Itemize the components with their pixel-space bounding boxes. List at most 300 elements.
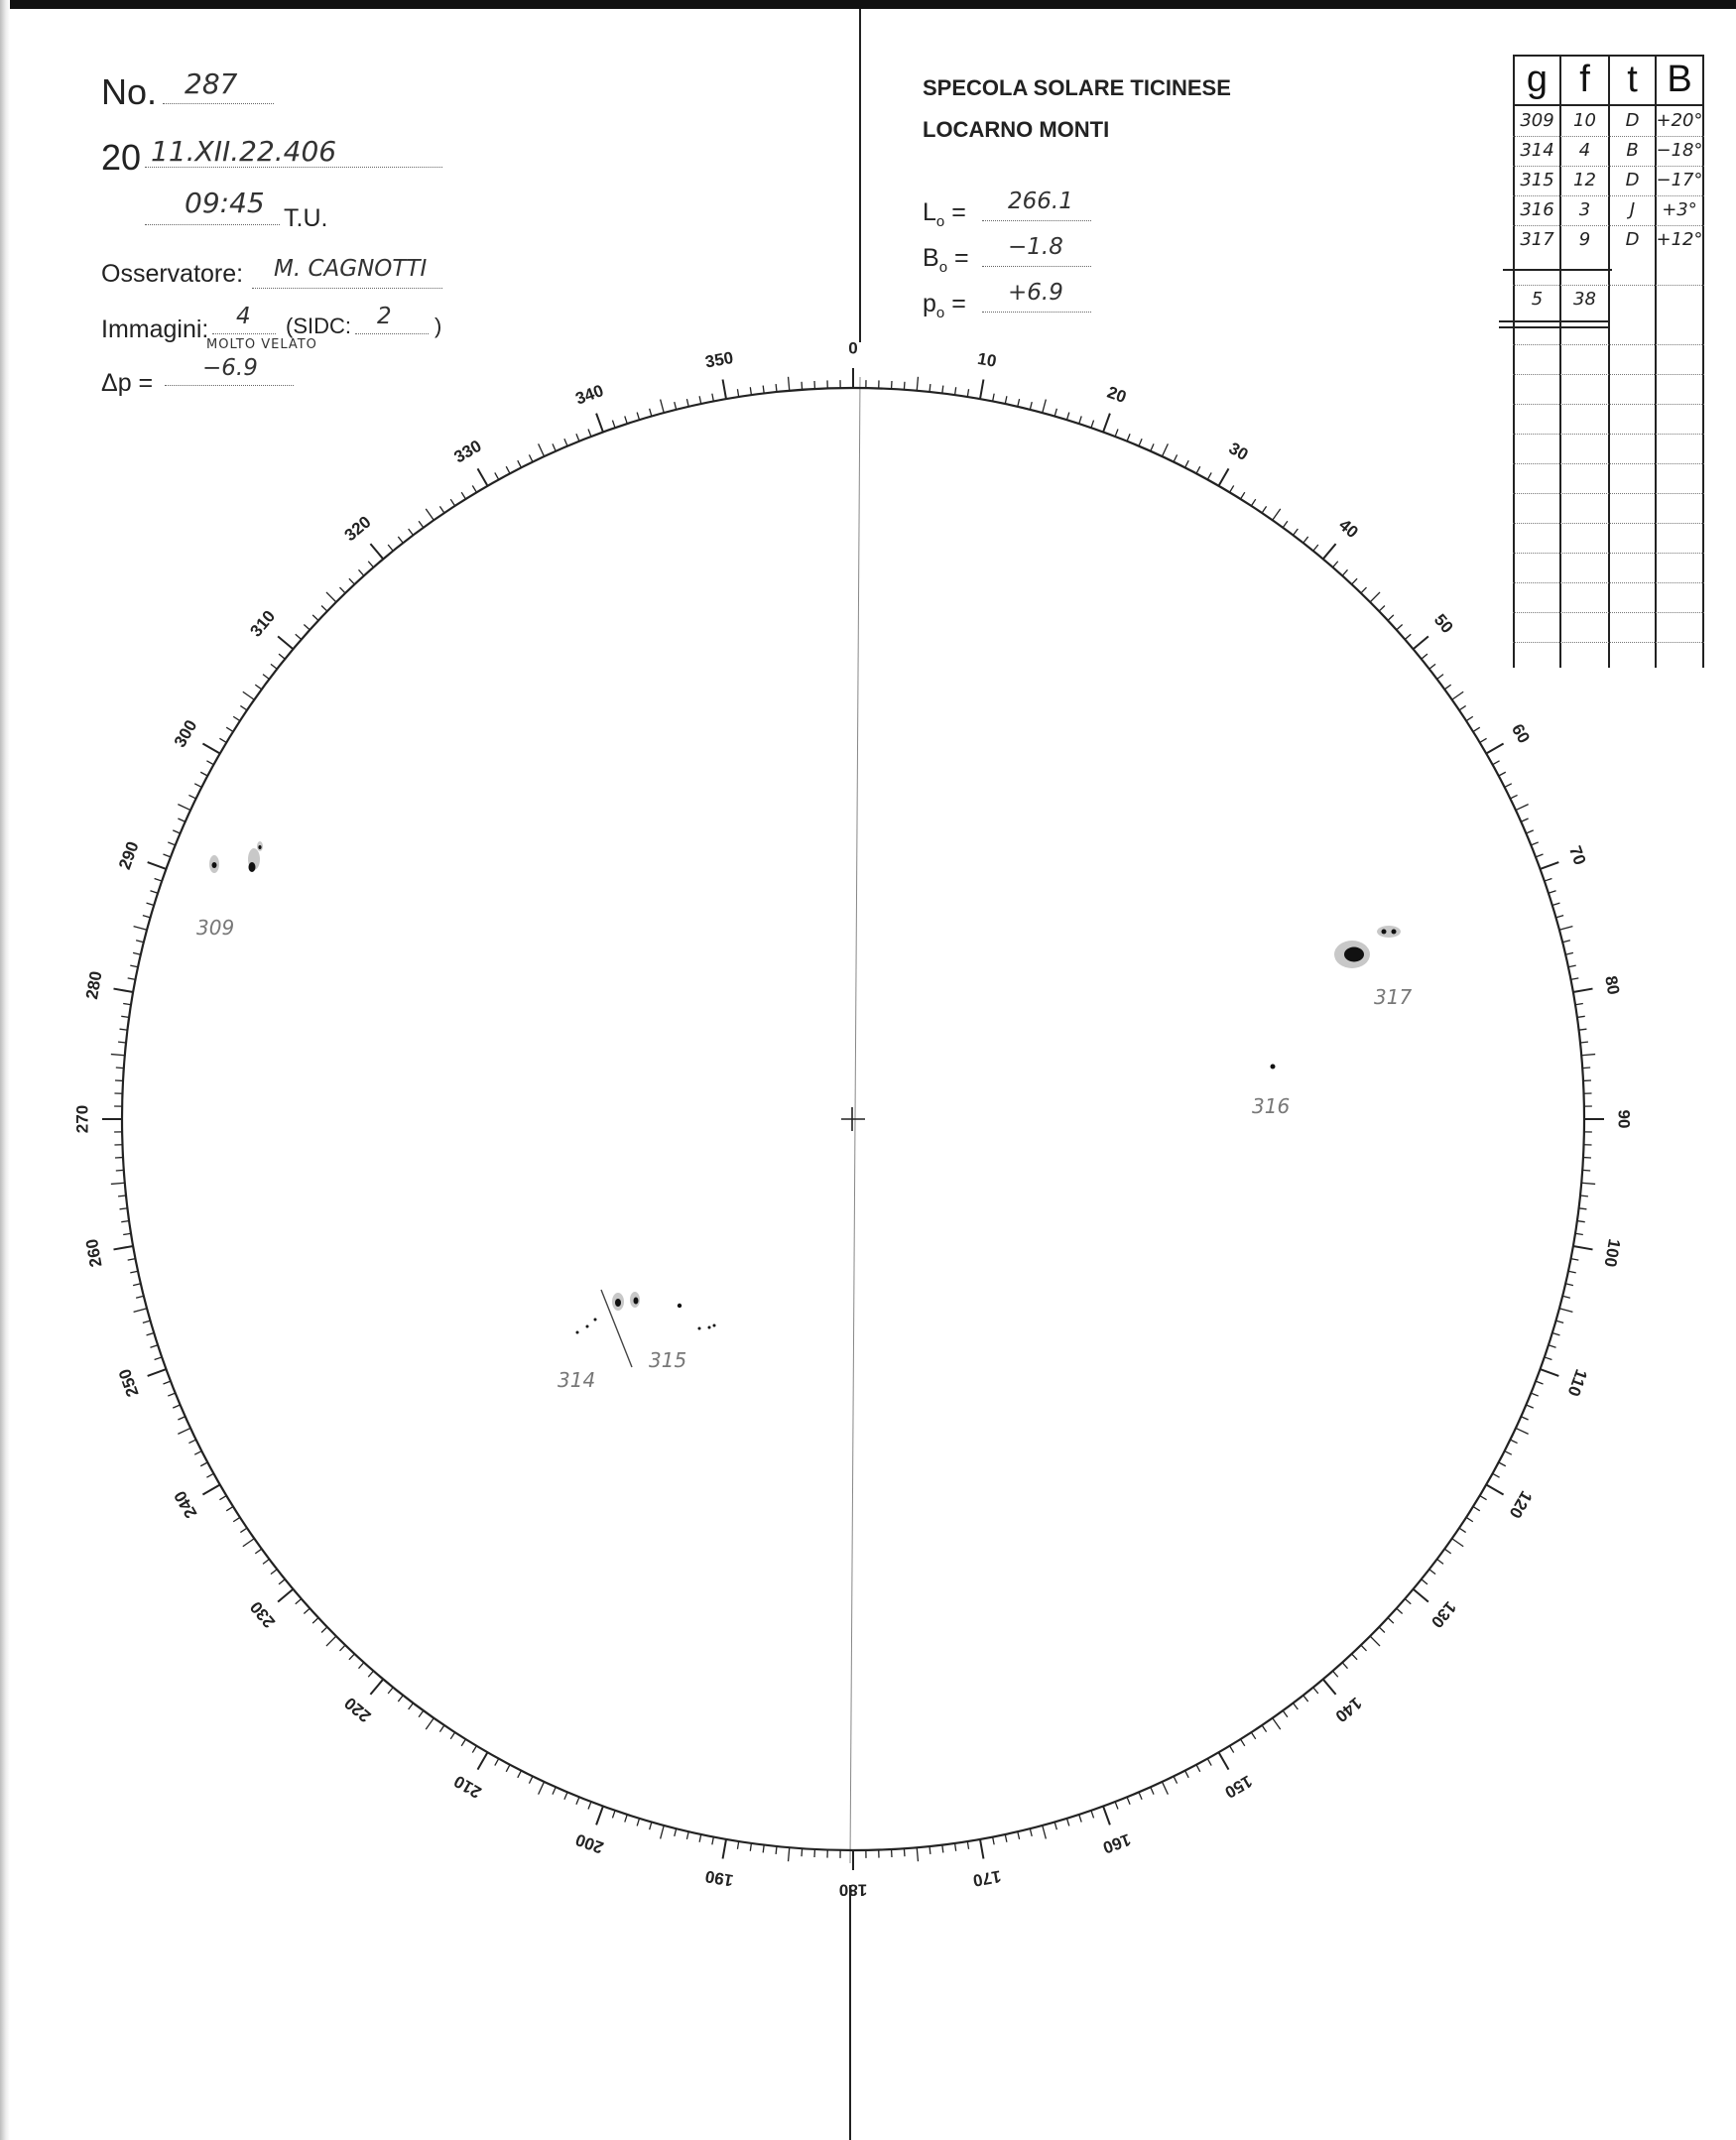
spot-314-umbra	[586, 1325, 589, 1328]
degree-tick	[588, 1802, 591, 1809]
degree-tick	[1323, 1680, 1336, 1695]
sidc-value: 2	[377, 304, 392, 329]
degree-tick	[1294, 529, 1299, 535]
degree-tick	[1486, 744, 1503, 754]
degree-tick	[723, 380, 726, 400]
degree-tick	[712, 394, 714, 402]
degree-tick	[1565, 952, 1573, 954]
spot-317-umbra	[1392, 930, 1397, 935]
degree-tick	[1505, 1451, 1512, 1455]
table-cell-f: 9	[1578, 228, 1591, 250]
degree-tick	[1452, 1539, 1463, 1547]
degree-tick	[173, 1405, 180, 1408]
table-cell-f: 3	[1578, 198, 1591, 220]
table-cell-b: +12°	[1656, 228, 1703, 250]
table-cell-g: 316	[1520, 198, 1554, 220]
degree-tick	[278, 636, 293, 649]
degree-tick	[553, 443, 556, 450]
group-label-309: 309	[196, 916, 235, 940]
degree-tick	[120, 1208, 128, 1209]
degree-tick	[564, 439, 567, 445]
degree-tick	[1151, 443, 1154, 450]
degree-tick	[1162, 443, 1168, 456]
degree-tick	[368, 562, 373, 567]
degree-tick	[1127, 1797, 1130, 1804]
degree-tick	[612, 1811, 615, 1819]
degree-tick	[1079, 1815, 1081, 1823]
degree-tick	[993, 1836, 995, 1844]
degree-tick	[147, 903, 155, 905]
table-cell-b: −18°	[1656, 139, 1703, 161]
table-cell-g: 309	[1520, 109, 1554, 131]
degree-tick	[461, 1739, 465, 1746]
degree-tick	[1526, 1405, 1533, 1408]
spot-309-umbra	[258, 845, 261, 849]
degree-tick	[1262, 1725, 1266, 1732]
degree-label: 300	[170, 716, 201, 751]
param-B-value: −1.8	[1008, 234, 1063, 260]
degree-tick	[1499, 772, 1506, 776]
degree-tick	[789, 1847, 790, 1861]
degree-tick	[1103, 1807, 1110, 1825]
table-cell-b: −17°	[1656, 169, 1703, 190]
degree-tick	[1414, 1589, 1428, 1602]
degree-tick	[120, 1029, 128, 1030]
degree-tick	[1459, 1528, 1466, 1532]
degree-label: 10	[975, 348, 998, 371]
degree-label: 280	[81, 969, 106, 1001]
degree-tick	[202, 1485, 219, 1495]
dp-value: −6.9	[202, 355, 258, 381]
param-p-value: +6.9	[1008, 280, 1063, 306]
degree-tick	[1379, 1627, 1385, 1633]
degree-label: 0	[848, 338, 858, 358]
degree-tick	[1444, 1549, 1450, 1554]
degree-tick	[1549, 1345, 1556, 1347]
spot-315-umbra	[615, 1299, 621, 1307]
sidc-close: )	[434, 314, 442, 338]
degree-tick	[226, 727, 233, 731]
degree-tick	[1005, 396, 1007, 404]
degree-tick	[1273, 1718, 1281, 1729]
time-unit: T.U.	[284, 204, 328, 232]
degree-tick	[271, 1570, 277, 1574]
spot-317-umbra	[1382, 930, 1387, 935]
degree-tick	[1066, 1819, 1068, 1826]
spot-314-umbra	[576, 1331, 579, 1334]
degree-tick	[1043, 400, 1047, 414]
degree-tick	[650, 409, 652, 417]
degree-tick	[1241, 1739, 1245, 1746]
group-labels	[196, 916, 1412, 1392]
degree-label: 310	[246, 606, 280, 641]
degree-label: 250	[115, 1366, 143, 1400]
degree-tick	[194, 1451, 201, 1455]
degree-tick	[763, 386, 764, 394]
degree-tick	[1562, 941, 1570, 943]
degree-tick	[1536, 1381, 1543, 1384]
degree-tick	[712, 1836, 714, 1844]
degree-tick	[133, 952, 141, 954]
degree-tick	[1505, 784, 1512, 788]
degree-tick	[130, 1271, 138, 1273]
degree-tick	[243, 1539, 254, 1547]
degree-label: 230	[246, 1597, 280, 1632]
degree-label: 340	[572, 381, 606, 409]
degree-tick	[1162, 1782, 1168, 1795]
degree-tick	[419, 1710, 424, 1716]
degree-tick	[1577, 1221, 1585, 1222]
degree-tick	[904, 1848, 905, 1856]
degree-tick	[409, 1703, 414, 1709]
table-cell-g: 317	[1520, 228, 1554, 250]
degree-tick	[1466, 716, 1473, 720]
degree-tick	[150, 891, 158, 893]
table-cell-t: D	[1625, 169, 1640, 190]
degree-label: 120	[1505, 1487, 1537, 1522]
degree-tick	[1521, 818, 1528, 821]
degree-tick	[1174, 454, 1178, 461]
degree-tick	[1313, 545, 1318, 551]
degree-tick	[243, 692, 254, 699]
images-value: 4	[236, 304, 251, 329]
degree-tick	[1459, 705, 1466, 709]
degree-tick	[1139, 1792, 1142, 1799]
degree-tick	[518, 1771, 522, 1778]
degree-tick	[917, 1847, 918, 1861]
degree-tick	[296, 1599, 302, 1604]
degree-tick	[802, 1848, 803, 1856]
degree-tick	[564, 1792, 567, 1799]
sunspots	[209, 841, 1401, 1367]
sidc-label: (SIDC:	[286, 314, 351, 338]
degree-tick	[1414, 636, 1428, 649]
degree-tick	[1174, 1776, 1178, 1783]
degree-label: 200	[572, 1829, 606, 1857]
degree-tick	[134, 927, 148, 931]
degree-tick	[1054, 1822, 1056, 1829]
degree-tick	[304, 624, 310, 629]
table-total-g: 5	[1531, 288, 1544, 310]
degree-tick	[1437, 1560, 1443, 1565]
images-label: Immagini:	[101, 315, 209, 343]
degree-tick	[188, 1440, 195, 1444]
degree-tick	[1230, 485, 1234, 492]
degree-tick	[150, 1345, 158, 1347]
degree-tick	[1510, 1440, 1517, 1444]
degree-label: 240	[170, 1487, 201, 1522]
degree-tick	[1030, 1828, 1032, 1836]
degree-tick	[426, 509, 434, 520]
degree-label: 140	[1331, 1693, 1366, 1726]
table-cell-f: 10	[1573, 109, 1596, 131]
degree-tick	[789, 377, 790, 391]
degree-tick	[1499, 1462, 1506, 1466]
degree-tick	[686, 1831, 688, 1839]
degree-tick	[398, 537, 403, 543]
degree-tick	[163, 854, 170, 857]
degree-tick	[917, 377, 918, 391]
degree-tick	[1581, 1055, 1595, 1056]
degree-tick	[637, 1819, 639, 1826]
degree-label: 290	[115, 838, 143, 872]
degree-tick	[200, 772, 207, 776]
degree-tick	[576, 434, 579, 441]
degree-label: 330	[450, 436, 485, 467]
spot-315-umbra	[678, 1304, 682, 1308]
degree-tick	[370, 544, 383, 559]
spot-315-umbra	[713, 1324, 716, 1327]
degree-label: 260	[81, 1237, 106, 1269]
degree-tick	[1516, 1428, 1529, 1434]
degree-tick	[1486, 1485, 1503, 1495]
degree-tick	[495, 472, 499, 479]
degree-tick	[576, 1797, 579, 1804]
degree-tick	[1115, 1802, 1118, 1809]
table-cell-g: 315	[1520, 169, 1554, 190]
param-B-label: $B_o$ =	[923, 244, 969, 276]
degree-tick	[539, 1782, 545, 1795]
degree-tick	[409, 529, 414, 535]
degree-tick	[1333, 1671, 1338, 1677]
spot-315-umbra	[698, 1327, 701, 1330]
axis-lines	[850, 9, 860, 2140]
degree-tick	[1262, 506, 1266, 513]
degree-tick	[461, 492, 465, 499]
degree-tick	[1283, 1710, 1288, 1716]
degree-tick	[1555, 1321, 1563, 1322]
degree-tick	[339, 1645, 345, 1651]
degree-tick	[116, 1170, 124, 1171]
degree-tick	[1531, 842, 1538, 845]
degree-tick	[1273, 509, 1281, 520]
degree-tick	[1303, 537, 1308, 543]
degree-tick	[1251, 1732, 1255, 1739]
degree-tick	[1207, 472, 1211, 479]
degree-tick	[1091, 1811, 1094, 1819]
degree-tick	[358, 569, 363, 575]
degree-tick	[116, 1068, 124, 1069]
degree-tick	[1429, 1570, 1435, 1574]
degree-tick	[439, 506, 443, 513]
param-L-label: $L_o$ =	[923, 198, 966, 230]
degree-tick	[123, 1003, 131, 1004]
observer-value: M. CAGNOTTI	[274, 256, 428, 282]
degree-tick	[136, 1296, 144, 1298]
degree-tick	[202, 744, 219, 754]
degree-label: 170	[971, 1866, 1003, 1891]
degree-tick	[1397, 1608, 1403, 1613]
degree-tick	[255, 1549, 261, 1554]
degree-tick	[233, 716, 240, 720]
degree-tick	[339, 587, 345, 593]
degree-tick	[1466, 1517, 1473, 1521]
degree-tick	[114, 1246, 134, 1249]
degree-tick	[1545, 1357, 1552, 1360]
degree-tick	[776, 384, 777, 392]
degree-tick	[529, 1776, 533, 1783]
degree-tick	[1151, 1787, 1154, 1794]
degree-tick	[358, 1663, 363, 1669]
spot-317-umbra	[1344, 947, 1364, 962]
degree-tick	[1115, 429, 1118, 436]
degree-tick	[1230, 1746, 1234, 1753]
degree-tick	[450, 499, 454, 506]
degree-tick	[1103, 414, 1110, 433]
degree-tick	[1568, 1271, 1576, 1273]
degree-tick	[539, 443, 545, 456]
table-total-f: 38	[1573, 288, 1596, 310]
degree-tick	[123, 1233, 131, 1234]
degree-tick	[398, 1696, 403, 1701]
degree-label: 270	[72, 1104, 92, 1134]
degree-tick	[980, 380, 983, 400]
degree-tick	[111, 1055, 125, 1056]
degree-tick	[1139, 439, 1142, 445]
degree-tick	[1388, 1618, 1394, 1623]
degree-tick	[1526, 830, 1533, 833]
degree-tick	[178, 1428, 190, 1434]
degree-tick	[263, 1560, 269, 1565]
spot-309-umbra	[249, 862, 256, 872]
degree-tick	[271, 664, 277, 669]
degree-tick	[147, 1332, 155, 1334]
degree-label: 350	[703, 347, 735, 372]
degree-tick	[178, 818, 185, 821]
degree-tick	[1185, 460, 1189, 467]
degree-tick	[173, 830, 180, 833]
degree-tick	[188, 795, 195, 799]
degree-tick	[1018, 399, 1020, 407]
degree-tick	[472, 1746, 476, 1753]
degree-tick	[1127, 434, 1130, 441]
date-value: 11.XII.22.406	[151, 135, 337, 168]
degree-tick	[219, 738, 226, 742]
table-header-f: f	[1579, 58, 1590, 100]
degree-label: 220	[340, 1693, 375, 1726]
degree-tick	[155, 1357, 163, 1360]
degree-tick	[1079, 416, 1081, 424]
degree-tick	[1536, 854, 1543, 857]
degree-tick	[967, 389, 968, 397]
degree-tick	[163, 1381, 170, 1384]
degree-tick	[200, 1462, 207, 1466]
degree-tick	[1370, 1636, 1380, 1646]
degree-tick	[168, 1393, 175, 1396]
degree-tick	[178, 1417, 185, 1420]
degree-tick	[1562, 1296, 1570, 1298]
degree-tick	[763, 1845, 764, 1853]
degree-tick	[904, 382, 905, 390]
degree-tick	[942, 386, 943, 394]
degree-tick	[312, 1618, 318, 1623]
degree-tick	[312, 615, 318, 620]
degree-tick	[279, 654, 285, 659]
degree-tick	[168, 842, 175, 845]
degree-tick	[1541, 1369, 1559, 1376]
degree-tick	[1541, 862, 1559, 869]
degree-tick	[1388, 615, 1394, 620]
degree-label: 70	[1564, 843, 1590, 868]
degree-tick	[1579, 1208, 1587, 1209]
degree-tick	[1480, 738, 1487, 742]
degree-tick	[518, 460, 522, 467]
degree-tick	[686, 399, 688, 407]
degree-tick	[942, 1845, 943, 1853]
degree-tick	[326, 1636, 336, 1646]
table-header-t: t	[1627, 58, 1638, 100]
degree-tick	[1473, 1507, 1480, 1511]
degree-tick	[1219, 468, 1229, 485]
group-label-315: 315	[649, 1348, 687, 1372]
degree-tick	[219, 1496, 226, 1500]
table-cell-b: +20°	[1656, 109, 1703, 131]
degree-tick	[1473, 727, 1480, 731]
degree-tick	[661, 1825, 665, 1839]
degree-label: 100	[1600, 1237, 1625, 1269]
degree-label: 50	[1429, 610, 1457, 637]
degree-tick	[506, 1765, 510, 1772]
degree-tick	[111, 1183, 125, 1184]
degree-tick	[1531, 1393, 1538, 1396]
degree-tick	[240, 705, 247, 709]
degree-tick	[1361, 587, 1367, 593]
degree-tick	[233, 1517, 240, 1521]
degree-tick	[1581, 1183, 1595, 1184]
degree-tick	[1397, 624, 1403, 629]
degree-tick	[967, 1841, 968, 1849]
degree-tick	[1352, 1654, 1357, 1660]
degree-tick	[118, 1042, 126, 1043]
degree-tick	[1005, 1834, 1007, 1842]
degree-tick	[388, 545, 393, 551]
degree-tick	[529, 454, 533, 461]
group-label-317: 317	[1374, 985, 1413, 1009]
no-label: No.	[101, 71, 158, 112]
degree-label: 60	[1507, 720, 1534, 747]
degree-tick	[370, 1680, 383, 1695]
degree-tick	[136, 941, 144, 943]
degree-tick	[1565, 1284, 1573, 1286]
degree-tick	[1521, 1417, 1528, 1420]
degree-tick	[1018, 1831, 1020, 1839]
degree-tick	[128, 1259, 136, 1261]
degree-tick	[1066, 413, 1068, 421]
degree-tick	[1342, 569, 1347, 575]
degree-tick	[368, 1671, 373, 1677]
degree-label: 160	[1100, 1829, 1134, 1857]
degree-tick	[349, 578, 354, 584]
degree-tick	[506, 466, 510, 473]
table-cell-t: J	[1629, 198, 1636, 220]
observatory-name: SPECOLA SOLARE TICINESE	[923, 75, 1231, 100]
dp-label: Δp =	[101, 369, 154, 397]
degree-tick	[1323, 544, 1336, 559]
degree-tick	[1437, 675, 1443, 680]
degree-tick	[495, 1759, 499, 1766]
degree-tick	[1352, 578, 1357, 584]
degree-tick	[426, 1718, 434, 1729]
degree-label: 30	[1225, 439, 1252, 465]
table-cell-b: +3°	[1662, 198, 1697, 220]
degree-tick	[1405, 1599, 1411, 1604]
degree-tick	[1575, 1233, 1583, 1234]
degree-tick	[596, 414, 603, 433]
degree-tick	[1570, 978, 1578, 980]
degree-tick	[133, 1284, 141, 1286]
degree-tick	[226, 1507, 233, 1511]
degree-tick	[553, 1787, 556, 1794]
